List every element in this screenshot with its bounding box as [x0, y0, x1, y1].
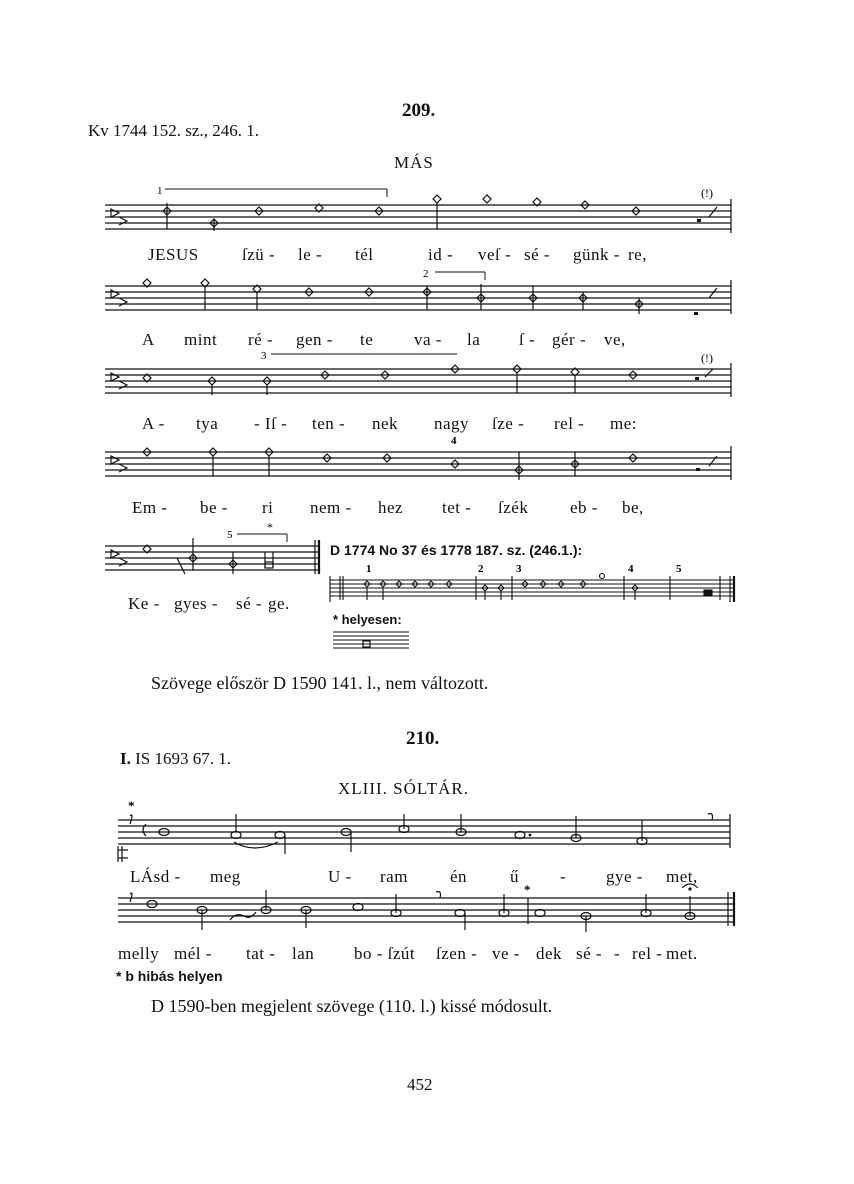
verse-mark-4: 4 — [451, 435, 457, 447]
lyric-syllable: ram — [380, 867, 408, 886]
lyric-syllable: meg — [210, 867, 241, 886]
lyric-syllable: tet - — [442, 498, 472, 517]
lyric-syllable: gér - — [552, 330, 587, 349]
lyric-syllable: mint — [184, 330, 218, 349]
variant-mark-1: 1 — [366, 563, 372, 575]
lyric-syllable: rel - — [554, 414, 585, 433]
lyric-syllable: ve - — [492, 944, 520, 963]
lyric-syllable: ten - — [312, 414, 346, 433]
lyric-syllable: ri — [262, 498, 274, 517]
music-staff — [105, 268, 735, 323]
source-text: IS 1693 67. 1. — [135, 749, 231, 768]
lyric-syllable: nem - — [310, 498, 352, 517]
lyric-syllable: sé - — [236, 594, 263, 613]
music-staff — [105, 349, 735, 404]
footnote: * b hibás helyen — [116, 968, 223, 984]
asterisk-mark: * — [267, 520, 273, 534]
lyric-syllable: gen - — [296, 330, 333, 349]
lyric-syllable: sé - — [576, 944, 603, 963]
lyric-syllable: günk - — [573, 245, 620, 264]
lyric-syllable: tya — [196, 414, 219, 433]
lyric-syllable: la — [467, 330, 481, 349]
lyric-syllable: melly — [118, 944, 160, 963]
verse-mark-1: 1 — [157, 185, 163, 197]
text-note: D 1590-ben megjelent szövege (110. l.) kissé módosult. — [151, 996, 553, 1016]
lyric-syllable: ſ - — [519, 330, 536, 349]
lyric-syllable: le - — [298, 245, 323, 264]
lyric-syllable: be - — [200, 498, 228, 517]
lyric-syllable: ſzék — [498, 498, 529, 517]
lyric-syllable: me: — [610, 414, 637, 433]
source-reference — [120, 749, 231, 769]
page-number: 452 — [407, 1075, 433, 1094]
lyric-syllable: ſzü - — [242, 245, 276, 264]
lyric-syllable: JESUS — [148, 245, 199, 264]
lyric-syllable: nek — [372, 414, 399, 433]
music-staff — [118, 798, 733, 864]
lyric-syllable: lan — [292, 944, 315, 963]
variant-heading: D 1774 No 37 és 1778 187. sz. (246.1.): — [330, 542, 583, 558]
variant-mark-5: 5 — [676, 563, 682, 575]
lyric-syllable: gyes - — [174, 594, 219, 613]
lyric-syllable: met. — [666, 944, 698, 963]
lyric-syllable: dek — [536, 944, 563, 963]
lyric-syllable: ré - — [248, 330, 274, 349]
lyric-syllable: ge. — [268, 594, 290, 613]
variant-mark-4: 4 — [628, 563, 634, 575]
lyric-syllable: Ke - — [128, 594, 160, 613]
caution-mark: (!) — [701, 186, 713, 200]
lyric-syllable: te — [360, 330, 374, 349]
lyric-syllable: sé - — [524, 245, 551, 264]
lyric-syllable: Em - — [132, 498, 168, 517]
variant-staff — [330, 562, 740, 608]
lyric-syllable: re, — [628, 245, 647, 264]
lyric-syllable: nagy — [434, 414, 470, 433]
correction-label: * helyesen: — [333, 612, 402, 627]
lyric-syllable: LÁsd - — [130, 867, 181, 886]
svg-text:*: * — [128, 798, 135, 813]
source-reference: Kv 1744 152. sz., 246. 1. — [88, 121, 259, 140]
lyric-syllable: eb - — [570, 498, 598, 517]
svg-text:*: * — [524, 882, 531, 897]
hymn-heading: MÁS — [394, 153, 434, 172]
lyric-syllable: bo - ſzút — [354, 944, 416, 963]
text-note: Szövege először D 1590 141. l., nem változott. — [151, 673, 489, 693]
verse-mark-2: 2 — [423, 268, 429, 280]
lyric-syllable: tél — [355, 245, 374, 264]
lyric-syllable: - Iſ - — [254, 414, 288, 433]
lyric-syllable: ű — [510, 867, 519, 886]
lyric-syllable: tat - — [246, 944, 276, 963]
lyric-syllable: rel - — [632, 944, 663, 963]
lyric-syllable: U - — [328, 867, 352, 886]
lyric-syllable: be, — [622, 498, 644, 517]
lyric-syllable: - — [560, 867, 567, 886]
variant-mark-2: 2 — [478, 563, 484, 575]
lyric-syllable: hez — [378, 498, 404, 517]
hymn-heading: XLIII. SÓLTÁR. — [338, 779, 469, 798]
caution-mark: (!) — [701, 351, 713, 365]
source-prefix: I. — [120, 749, 131, 768]
correction-staff — [333, 628, 413, 650]
lyric-syllable: ſze - — [492, 414, 525, 433]
variant-mark-3: 3 — [516, 563, 522, 575]
lyric-syllable: - — [614, 944, 621, 963]
lyric-syllable: én — [450, 867, 468, 886]
lyric-syllable: ve, — [604, 330, 626, 349]
music-staff — [105, 185, 735, 240]
lyric-syllable: A - — [142, 414, 165, 433]
lyric-syllable: va - — [414, 330, 442, 349]
music-staff — [118, 884, 738, 936]
music-staff — [105, 434, 735, 489]
lyric-syllable: mél - — [174, 944, 212, 963]
lyric-syllable: id - — [428, 245, 454, 264]
lyric-syllable: met, — [666, 867, 698, 886]
lyric-syllable: A — [142, 330, 155, 349]
hymn-number: 209. — [402, 100, 436, 121]
hymn-number: 210. — [406, 728, 440, 749]
music-staff — [105, 522, 325, 582]
lyric-syllable: veſ - — [478, 245, 512, 264]
lyric-syllable: ſzen - — [436, 944, 478, 963]
verse-mark-3: 3 — [261, 350, 267, 362]
verse-mark-5: 5 — [227, 529, 233, 541]
lyric-syllable: gye - — [606, 867, 643, 886]
